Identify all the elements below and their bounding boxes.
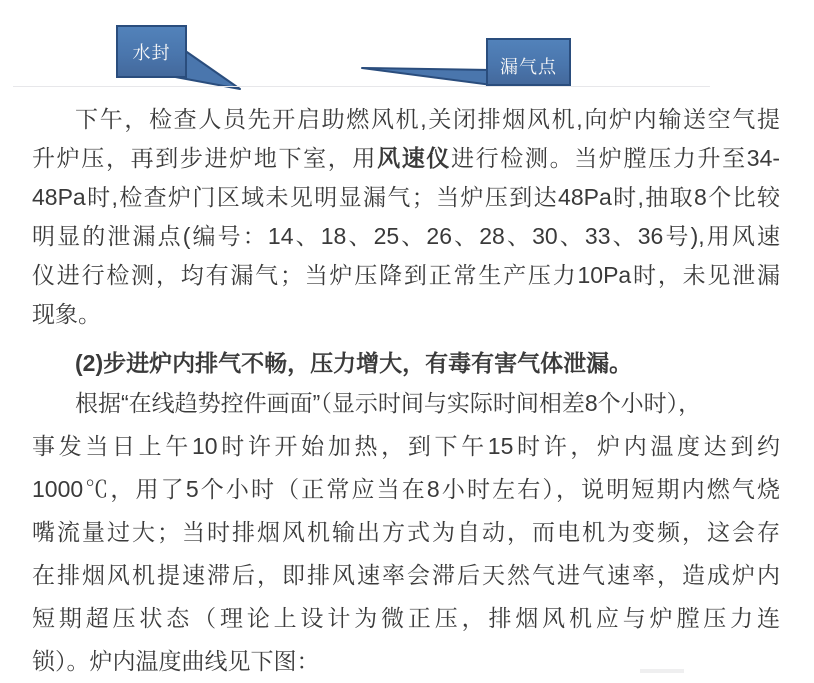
text-line: [32, 139, 780, 178]
leak-point-callout-tail: [362, 68, 492, 85]
text-line: 嘴流量过大；当时排烟风机输出方式为自动，而电机为变频，这会存: [32, 519, 780, 545]
text-line: 锁）。炉内温度曲线见下图：: [32, 648, 320, 674]
paragraph-analysis: [32, 382, 780, 683]
leak-point-callout: [486, 38, 571, 86]
leak-point-callout-label: 漏气点: [500, 56, 557, 77]
text-line: 1000℃，用了5个小时（正常应当在8小时左右），说明短期内燃气烧: [32, 476, 780, 502]
text-line: 在排烟风机提速滞后，即排风速率会滞后天然气进气速率，造成炉内: [32, 562, 780, 588]
text-line: 48Pa时,检查炉门区域未见明显漏气；当炉压到达48Pa时,抽取8个比较: [32, 184, 780, 210]
water-seal-callout-label: 水封: [132, 42, 171, 63]
text-line: 仪进行检测，均有漏气；当炉压降到正常生产压力10Pa时，未见泄漏: [32, 262, 780, 288]
next-image-top-edge: [640, 669, 684, 673]
text-line: 根据“在线趋势控件画面”（显示时间与实际时间相差8个小时），: [75, 390, 702, 416]
section-heading: (2)步进炉内排气不畅，压力增大，有毒有害气体泄漏。: [75, 350, 633, 376]
bold-text-run: 风速仪: [377, 145, 452, 171]
text-line: 现象。: [32, 301, 101, 327]
text-line: 短期超压状态（理论上设计为微正压，排烟风机应与炉膛压力连: [32, 605, 780, 631]
text-line: 事发当日上午10时许开始加热，到下午15时许，炉内温度达到约: [32, 433, 780, 459]
text-run: 升炉压，再到步进炉地下室，用: [32, 145, 378, 171]
text-line: 下午，检查人员先开启助燃风机,关闭排烟风机,向炉内输送空气提: [75, 106, 780, 132]
image-bottom-divider: [13, 86, 710, 87]
text-line: 明显的泄漏点(编号：14、18、25、26、28、30、33、36号),用风速: [32, 223, 780, 249]
paragraph-inspection: [32, 100, 780, 334]
water-seal-callout: [116, 25, 187, 78]
text-run: 进行检测。当炉膛压力升至34-: [451, 145, 781, 171]
